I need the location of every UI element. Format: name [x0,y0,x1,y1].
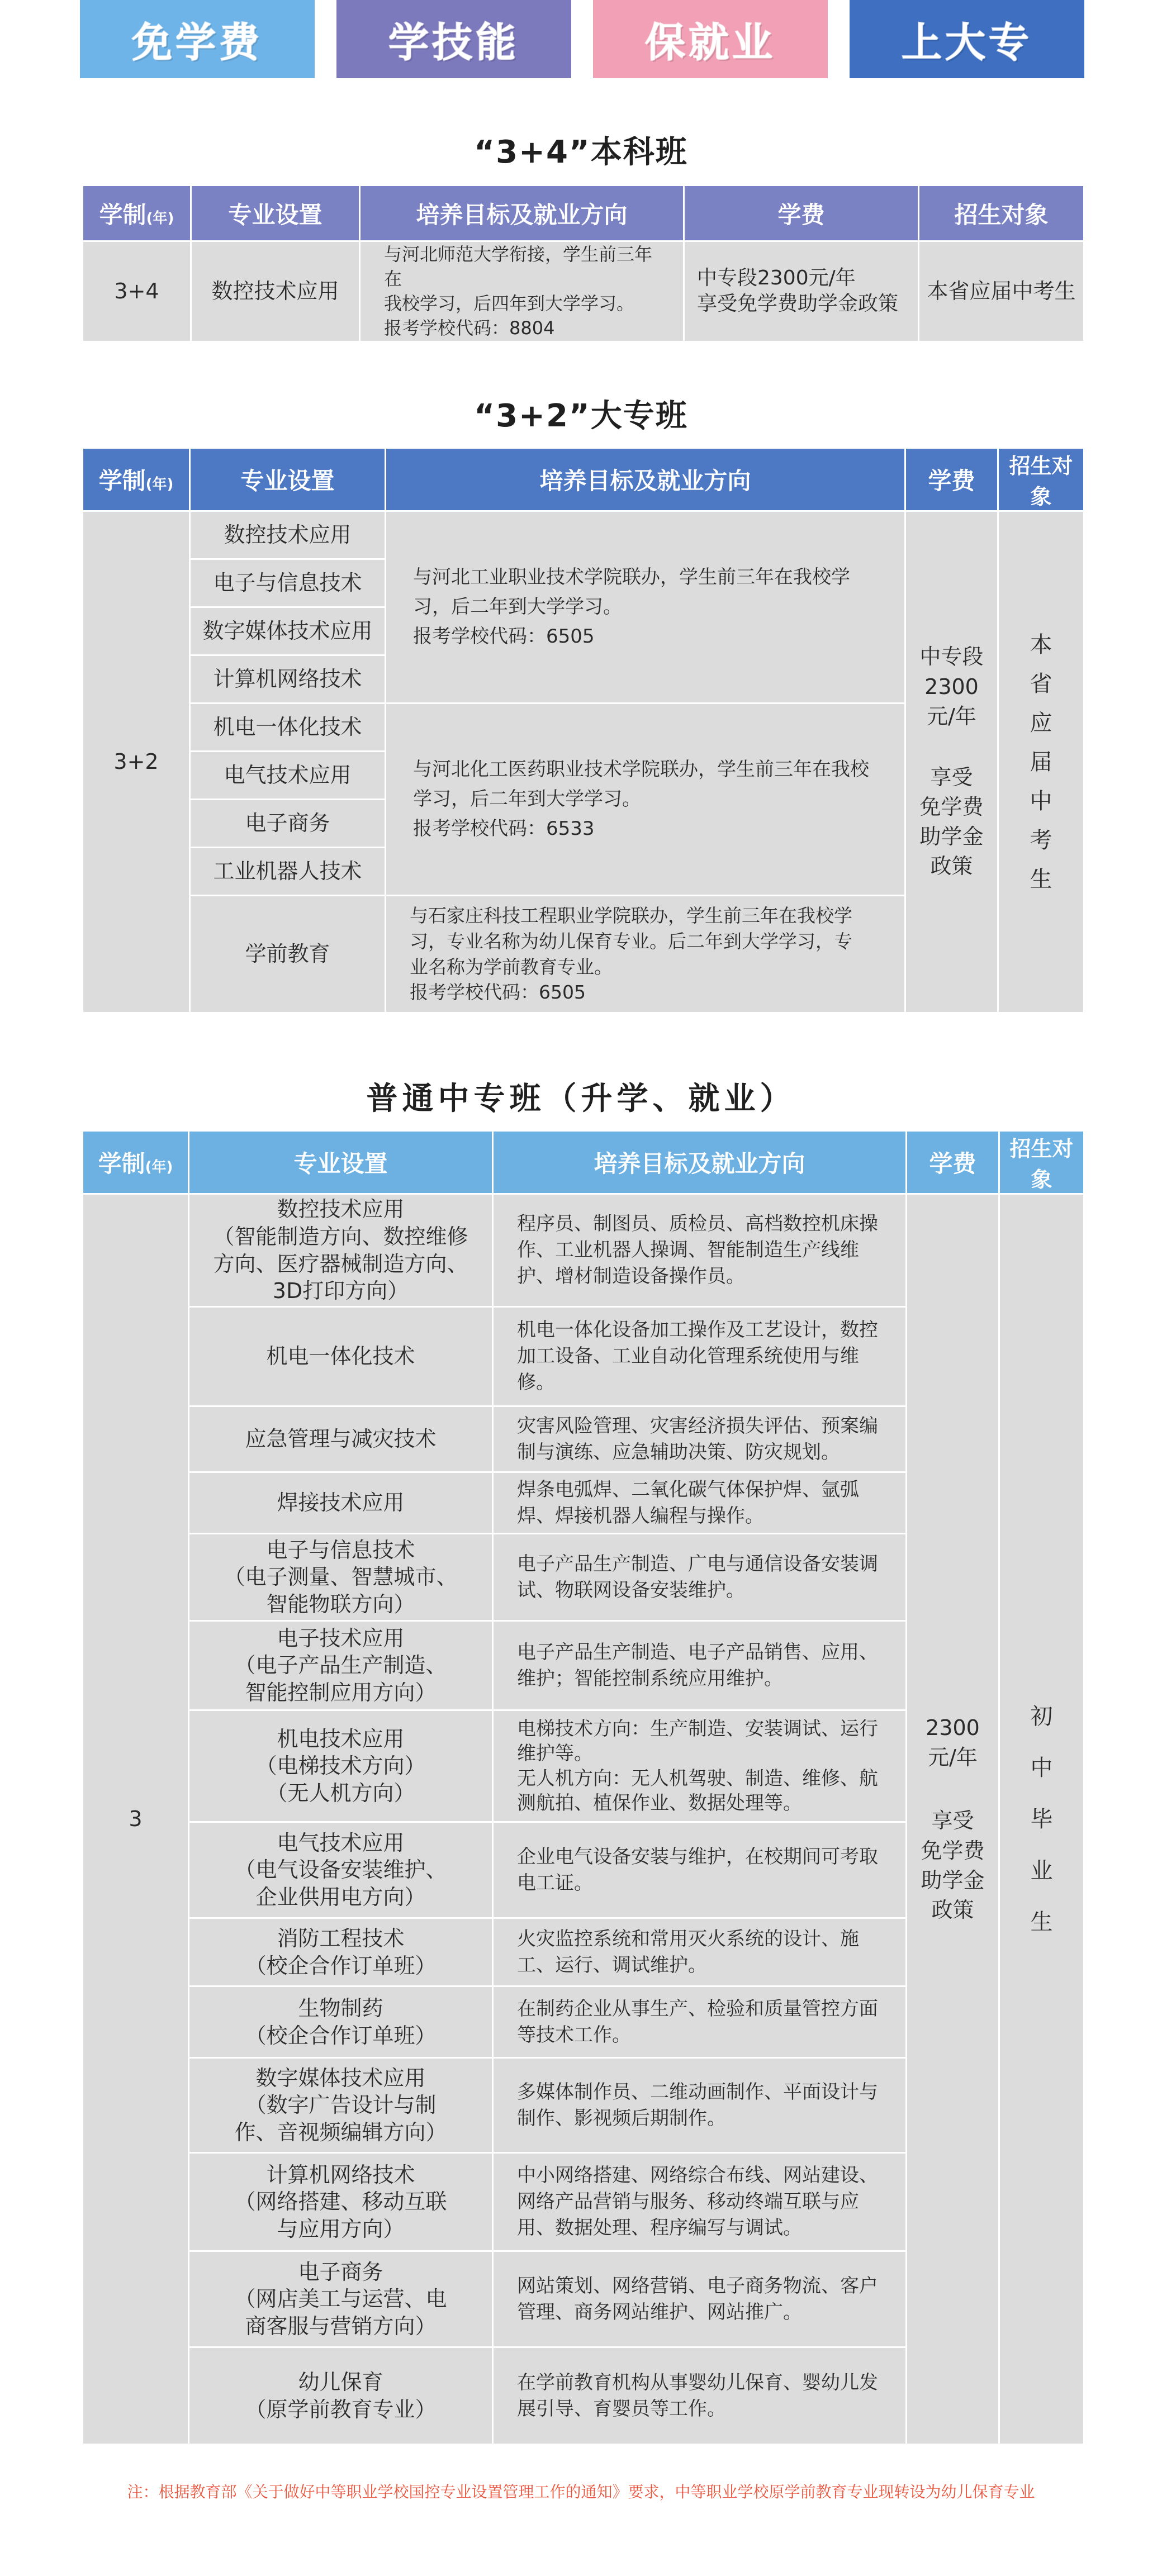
bk-xuefei: 中专段2300元/年 享受免学费助学金政策 [684,241,919,342]
zz-major: 计算机网络技术 （网络搭建、移动互联 与应用方向） [189,2153,493,2251]
banner-learn-skills [336,0,571,78]
dz-major-4: 计算机网络技术 [190,655,386,704]
dz-xuefei: 中专段 2300 元/年 享受 免学费 助学金 政策 [905,511,998,1013]
zz-mubiao: 在学前教育机构从事婴幼儿保育、婴幼儿发 展引导、育婴员等工作。 [493,2347,907,2445]
dz-major-8: 工业机器人技术 [190,848,386,896]
header-zhuanye: 专业设置 [191,186,360,241]
dz-xuezhi: 3+2 [83,511,190,1013]
section-title-college: “3+2”大专班 [474,398,688,434]
zz-mubiao: 焊条电弧焊、二氧化碳气体保护焊、氩弧 焊、焊接机器人编程与操作。 [493,1472,907,1534]
header-mubiao: 培养目标及就业方向 [360,186,684,241]
zz-mubiao: 电梯技术方向：生产制造、安装调试、运行 维护等。 无人机方向：无人机驾驶、制造、维修、航 测航拍、植保作业、数据处理等。 [493,1710,907,1822]
zz-mubiao: 中小网络搭建、网络综合布线、网站建设、 网络产品营销与服务、移动终端互联与应 用、数据处理、程序编写与调试。 [493,2153,907,2251]
zz-duixiang: 初 中 毕 业 生 [999,1194,1084,2445]
banner-tab-1-label: 免学费 [131,19,263,66]
zz-mubiao: 灾害风险管理、灾害经济损失评估、预案编 制与演练、应急辅助决策、防灾规划。 [493,1406,907,1472]
zz-mubiao: 电子产品生产制造、广电与通信设备安装调 试、物联网设备安装维护。 [493,1534,907,1621]
dz-major-6: 电气技术应用 [190,752,386,800]
zz-major: 电子技术应用 （电子产品生产制造、 智能控制应用方向） [189,1621,493,1710]
table-row [83,511,1084,559]
zz-xuezhi: 3 [83,1194,189,2445]
zz-mubiao: 电子产品生产制造、电子产品销售、应用、 维护；智能控制系统应用维护。 [493,1621,907,1710]
dz-major-5: 机电一体化技术 [190,704,386,752]
header-xuezhi: 学制(年) [83,1131,189,1194]
header-xuefei: 学费 [684,186,919,241]
zz-major: 数字媒体技术应用 （数字广告设计与制 作、音视频编辑方向） [189,2058,493,2153]
zz-mubiao: 火灾监控系统和常用灭火系统的设计、施 工、运行、调试维护。 [493,1918,907,1986]
zz-mubiao: 机电一体化设备加工操作及工艺设计，数控 加工设备、工业自动化管理系统使用与维 修。 [493,1307,907,1406]
header-xuezhi: 学制(年) [83,186,191,241]
dz-mubiao-group-3: 与石家庄科技工程职业学院联办，学生前三年在我校学 习，专业名称为幼儿保育专业。后二年到大学学习，专 业名称为学前教育专业。 报考学校代码：6505 [386,896,905,1013]
header-duixiang: 招生对象 [999,1131,1084,1194]
banner-free-tuition [80,0,315,78]
banner-guarantee-jobs [593,0,828,78]
header-duixiang: 招生对象 [919,186,1084,241]
header-mubiao: 培养目标及就业方向 [493,1131,907,1194]
zz-mubiao: 企业电气设备安装与维护，在校期间可考取 电工证。 [493,1822,907,1918]
dz-duixiang: 本 省 应 届 中 考 生 [998,511,1084,1013]
banner-tab-4-label: 上大专 [901,19,1032,66]
zz-major: 幼儿保育 （原学前教育专业） [189,2347,493,2445]
dz-major-3: 数字媒体技术应用 [190,607,386,655]
header-zhuanye: 专业设置 [189,1131,493,1194]
section-title-bachelor: “3+4”本科班 [474,134,688,170]
header-xuefei: 学费 [907,1131,999,1194]
header-zhuanye: 专业设置 [190,448,386,511]
header-xuefei: 学费 [905,448,998,511]
section-title-secondary: 普通中专班（升学、就业） [366,1081,796,1117]
zz-major: 机电一体化技术 [189,1307,493,1406]
zz-major: 电子商务 （网店美工与运营、电 商客服与营销方向） [189,2251,493,2347]
header-xuezhi: 学制(年) [83,448,190,511]
bk-duixiang: 本省应届中考生 [919,241,1084,342]
table-row [83,241,1084,342]
dz-major-7: 电子商务 [190,800,386,848]
zz-major: 数控技术应用 （智能制造方向、数控维修 方向、医疗器械制造方向、 3D打印方向） [189,1194,493,1307]
footnote: 注：根据教育部《关于做好中等职业学校国控专业设置管理工作的通知》要求，中等职业学校原学前教育专业现转设为幼儿保育专业 [127,2483,1035,2501]
bk-mubiao: 与河北师范大学衔接，学生前三年在 我校学习，后四年到大学学习。 报考学校代码：8804 [360,241,684,342]
bk-xuezhi: 3+4 [83,241,191,342]
table-row [83,1194,1084,1307]
zz-major: 消防工程技术 （校企合作订单班） [189,1918,493,1986]
zz-mubiao: 在制药企业从事生产、检验和质量管控方面 等技术工作。 [493,1986,907,2058]
banner-tab-2-label: 学技能 [388,19,519,66]
zz-xuefei: 2300 元/年 享受 免学费 助学金 政策 [907,1194,999,2445]
zz-major: 生物制药 （校企合作订单班） [189,1986,493,2058]
banner-college [850,0,1084,78]
bachelor-table [82,184,1085,343]
zz-major: 电气技术应用 （电气设备安装维护、 企业供用电方向） [189,1822,493,1918]
header-duixiang: 招生对象 [998,448,1084,511]
zz-major: 电子与信息技术 （电子测量、智慧城市、 智能物联方向） [189,1534,493,1621]
dz-major-9: 学前教育 [190,896,386,1013]
dz-major-2: 电子与信息技术 [190,559,386,607]
zz-major: 机电技术应用 （电梯技术方向） （无人机方向） [189,1710,493,1822]
dz-mubiao-group-2: 与河北化工医药职业技术学院联办，学生前三年在我校 学习，后二年到大学学习。 报考学校代码：6533 [386,704,905,896]
dz-mubiao-group-1: 与河北工业职业技术学院联办，学生前三年在我校学 习，后二年到大学学习。 报考学校代码：6505 [386,511,905,704]
dz-major-1: 数控技术应用 [190,511,386,559]
college-table [82,447,1085,1014]
bk-zhuanye: 数控技术应用 [191,241,360,342]
secondary-table [82,1130,1085,2445]
banner-tab-3-label: 保就业 [644,19,776,66]
header-mubiao: 培养目标及就业方向 [386,448,905,511]
zz-mubiao: 网站策划、网络营销、电子商务物流、客户 管理、商务网站维护、网站推广。 [493,2251,907,2347]
zz-mubiao: 多媒体制作员、二维动画制作、平面设计与 制作、影视频后期制作。 [493,2058,907,2153]
zz-mubiao: 程序员、制图员、质检员、高档数控机床操 作、工业机器人操调、智能制造生产线维 护、增材制造设备操作员。 [493,1194,907,1307]
zz-major: 焊接技术应用 [189,1472,493,1534]
zz-major: 应急管理与减灾技术 [189,1406,493,1472]
